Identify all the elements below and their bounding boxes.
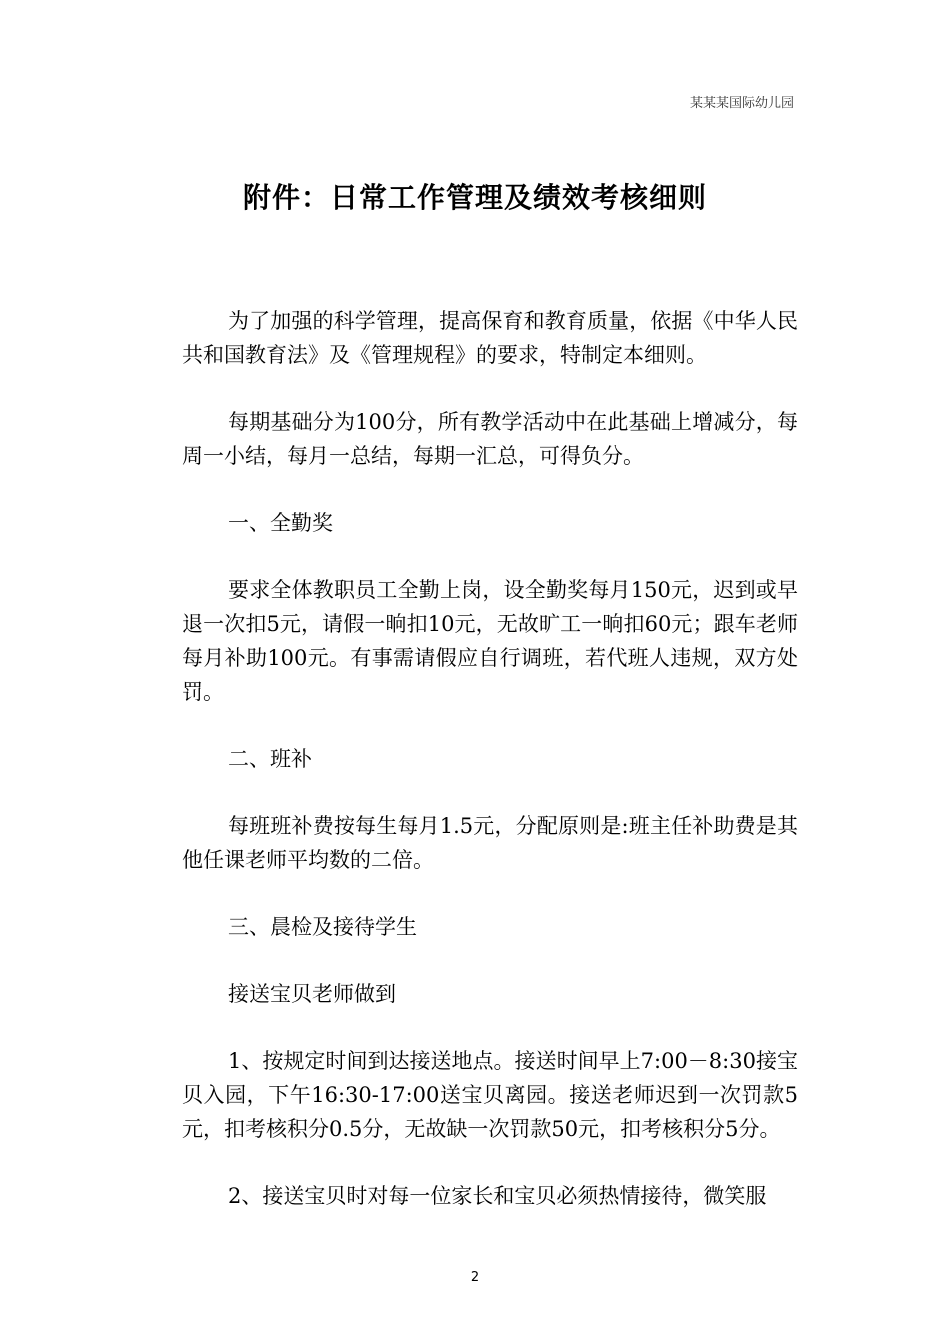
header-org-name: 某某某国际幼儿园 xyxy=(689,96,794,111)
paragraph-rule-2: 2、接送宝贝时对每一位家长和宝贝必须热情接待，微笑服 xyxy=(228,1184,767,1208)
paragraph-class-subsidy: 每班班补费按每生每月1.5元，分配原则是:班主任补助费是其他任课老师平均数的二倍。 xyxy=(182,814,798,872)
section-heading-attendance: 一、全勤奖 xyxy=(228,511,333,535)
document-title: 附件：日常工作管理及绩效考核细则 xyxy=(242,181,707,214)
paragraph-rule-1: 1、按规定时间到达接送地点。接送时间早上7:00－8:30接宝贝入园，下午16:30-17:00送宝贝离园。接送老师迟到一次罚款5元，扣考核积分0.5分，无故缺一次罚款50元，扣考核积分5分。 xyxy=(182,1049,798,1141)
page-number: 2 xyxy=(470,1270,480,1285)
paragraph-intro: 为了加强的科学管理，提高保育和教育质量，依据《中华人民共和国教育法》及《管理规程》的要求，特制定本细则。 xyxy=(182,309,798,367)
section-heading-morning-check: 三、晨检及接待学生 xyxy=(228,915,417,939)
document-body xyxy=(182,304,798,1246)
paragraph-attendance: 要求全体教职员工全勤上岗，设全勤奖每月150元，迟到或早退一次扣5元，请假一晌扣10元，无故旷工一晌扣60元；跟车老师每月补助100元。有事需请假应自行调班，若代班人违规，双方处罚。 xyxy=(182,578,798,704)
paragraph-pickup-teachers: 接送宝贝老师做到 xyxy=(228,982,396,1006)
paragraph-base-score: 每期基础分为100分，所有教学活动中在此基础上增减分，每周一小结，每月一总结，每期一汇总，可得负分。 xyxy=(182,410,798,468)
section-heading-class-subsidy: 二、班补 xyxy=(228,747,312,771)
